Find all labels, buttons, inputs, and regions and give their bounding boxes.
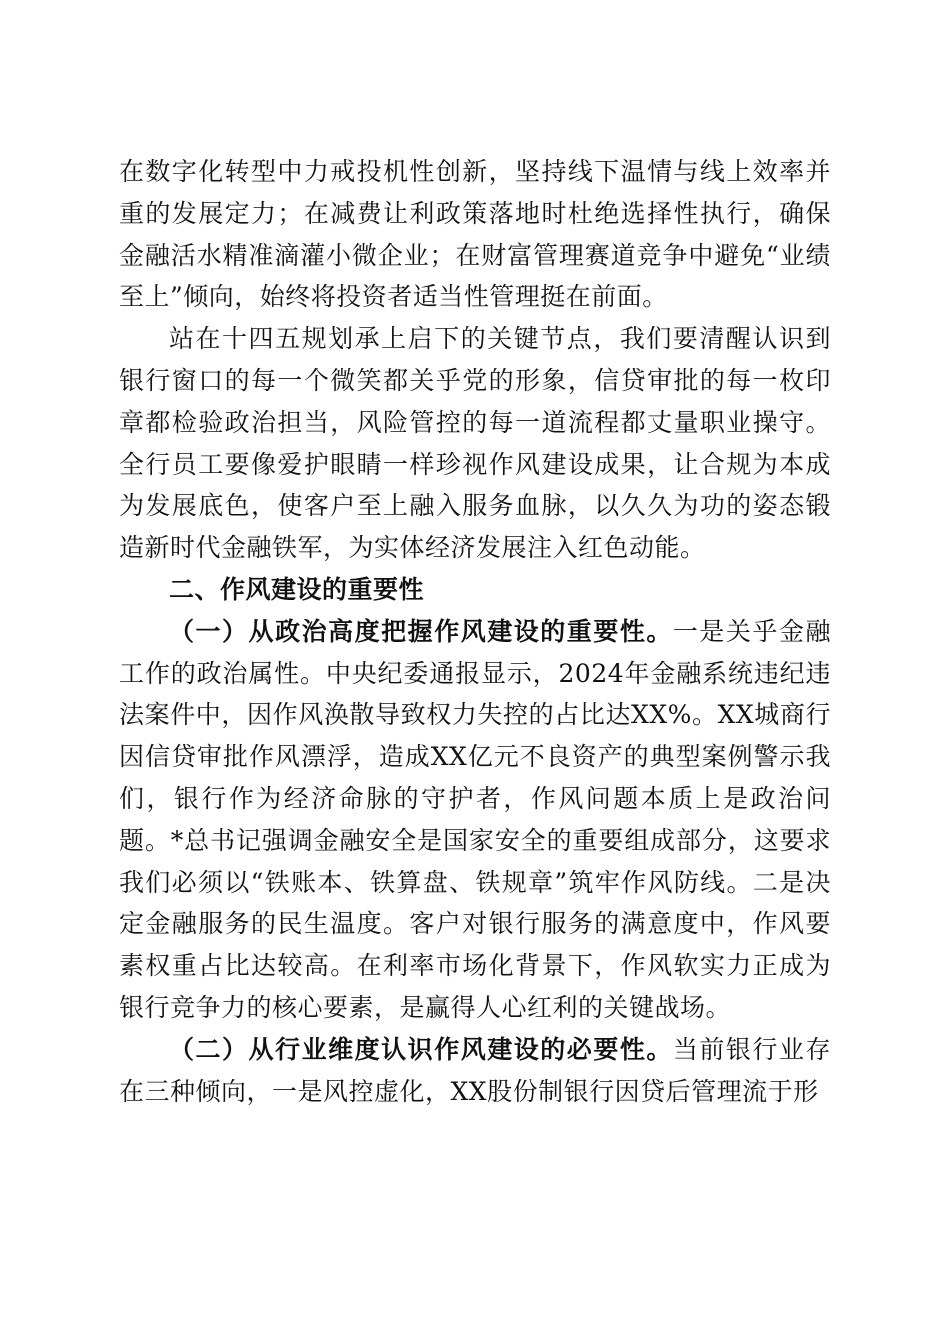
paragraph-political-height xyxy=(119,611,831,1029)
paragraph-lead-industry: （二）从行业维度认识作风建设的必要性。 xyxy=(169,1034,673,1064)
document-body xyxy=(119,151,831,1112)
paragraph-key-node: 站在十四五规划承上启下的关键节点，我们要清醒认识到银行窗口的每一个微笑都关乎党的形象，信贷审批的每一枚印章都检验政治担当，风险管控的每一道流程都丈量职业操守。全行员工要像爱护眼睛一样珍视作风建设成果，让合规为本成为发展底色，使客户至上融入服务血脉，以久久为功的姿态锻造新时代金融铁军，为实体经济发展注入红色动能。 xyxy=(119,324,831,563)
paragraph-digital-transformation: 在数字化转型中力戒投机性创新，坚持线下温情与线上效率并重的发展定力；在减费让利政策落地时杜绝选择性执行，确保金融活水精准滴灌小微企业；在财富管理赛道竞争中避免“业绩至上”倾向，始终将投资者适当性管理挺在前面。 xyxy=(119,157,831,312)
section-heading-importance: 二、作风建设的重要性 xyxy=(169,574,425,604)
paragraph-body-political: 一是关乎金融工作的政治属性。中央纪委通报显示，2024年金融系统违纪违法案件中，因作风涣散导致权力失控的占比达XX%。XX城商行因信贷审批作风漂浮，造成XX亿元不良资产的典型案例警示我们，银行作为经济命脉的守护者，作风问题本质上是政治问题。*总书记强调金融安全是国家安全的重要组成部分，这要求我们必须以“铁账本、铁算盘、铁规章”筑牢作风防线。二是决定金融服务的民生温度。客户对银行服务的满意度中，作风要素权重占比达较高。在利率市场化背景下，作风软实力正成为银行竞争力的核心要素，是赢得人心红利的关键战场。 xyxy=(119,616,831,1022)
paragraph-industry-dimension xyxy=(119,1029,831,1113)
paragraph-body-industry: 当前银行业存在三种倾向，一是风控虚化，XX股份制银行因贷后管理流于形 xyxy=(119,1034,831,1106)
paragraph-lead-political: （一）从政治高度把握作风建设的重要性。 xyxy=(169,616,673,646)
